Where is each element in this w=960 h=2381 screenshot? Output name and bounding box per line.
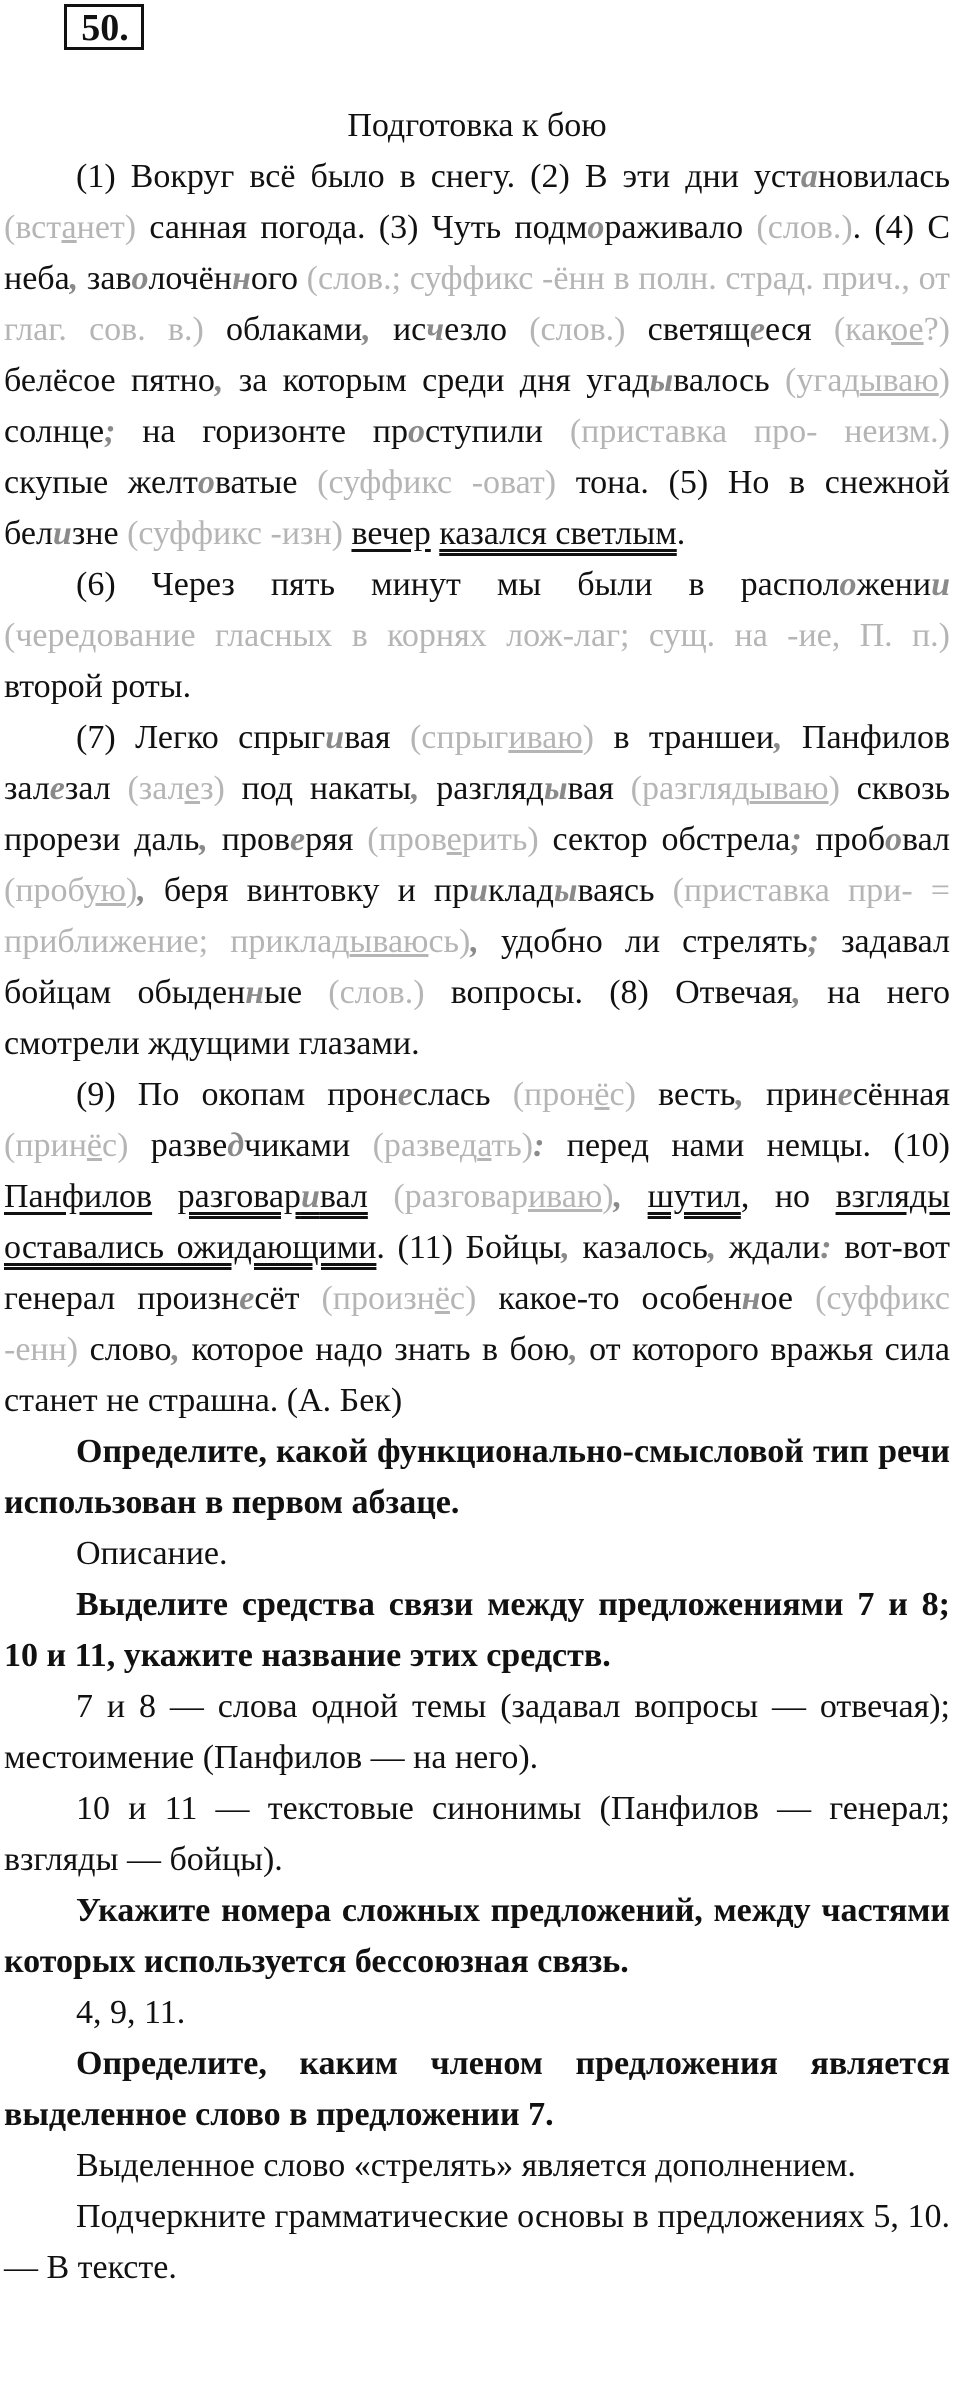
- question-5: Подчеркните грамматические основы в предложениях 5, 10. — В тексте.: [4, 2198, 950, 2286]
- question-1: Определите, какой функционально-смысловой тип речи использован в первом абзаце.: [4, 1433, 950, 1521]
- question-4: Определите, каким членом предложения является выделенное слово в предложении 7.: [4, 2045, 950, 2133]
- answer-1: Описание.: [76, 1535, 228, 1572]
- answer-4: Выделенное слово «стрелять» является дополнением.: [76, 2147, 856, 2184]
- paragraph-4: (9) По окопам пронеслась (пронёс) весть, принесённая (принёс) разведчиками (разведать): перед нами немцы. (10) Панфилов разговаривал (разговариваю), шутил, но взгляды оставались ожидающими. (11) Бойцы, казалось, ждали: вот-вот генерал произнесёт (произнёс) какое-то особенное (суффикс -енн) слово, которое надо знать в бою, от которого вражья сила станет не страшна. (А. Бек): [4, 1076, 951, 1419]
- answer-3: 4, 9, 11.: [76, 1994, 186, 2031]
- paragraph-2: (6) Через пять минут мы были в расположении (чередование гласных в корнях лож-лаг; сущ. на -ие, П. п.) второй роты.: [4, 566, 950, 705]
- answer-2-2: 10 и 11 — текстовые синонимы (Панфилов — генерал; взгляды — бойцы).: [4, 1790, 950, 1878]
- paragraph-3: (7) Легко спрыгивая (спрыгиваю) в траншеи, Панфилов залезал (залез) под накаты, разглядывая (разглядываю) сквозь прорези даль, проверяя (проверить) сектор обстрела; пробовал (пробую), беря винтовку и прикладываясь (приставка при- = приближение; прикладываюсь), удобно ли стрелять; задавал бойцам обыденные (слов.) вопросы. (8) Отвечая, на него смотрели ждущими глазами.: [4, 719, 951, 1062]
- question-3: Укажите номера сложных предложений, между частями которых используется бессоюзная связь.: [4, 1892, 950, 1980]
- exercise-content: [4, 100, 950, 2293]
- question-2: Выделите средства связи между предложениями 7 и 8; 10 и 11, укажите название этих средств.: [4, 1586, 950, 1674]
- task-number: 50.: [64, 4, 144, 50]
- answer-2-1: 7 и 8 — слова одной темы (задавал вопросы — отвечая); местоимение (Панфилов — на него).: [4, 1688, 950, 1776]
- text-title: Подготовка к бою: [347, 107, 607, 144]
- paragraph-1: (1) Вокруг всё было в снегу. (2) В эти дни установилась (встанет) санная погода. (3) Чуть подмораживало (слов.). (4) С неба, заволочённого (слов.; суффикс -ённ в полн. страд. прич., от глаг. сов. в.) облаками, исчезло (слов.) светящееся (какое?) белёсое пятно, за которым среди дня угадывалось (угадываю) солнце; на горизонте проступили (приставка про- неизм.) скупые желтоватые (суффикс -оват) тона. (5) Но в снежной белизне (суффикс -изн) вечер казался светлым.: [4, 158, 950, 552]
